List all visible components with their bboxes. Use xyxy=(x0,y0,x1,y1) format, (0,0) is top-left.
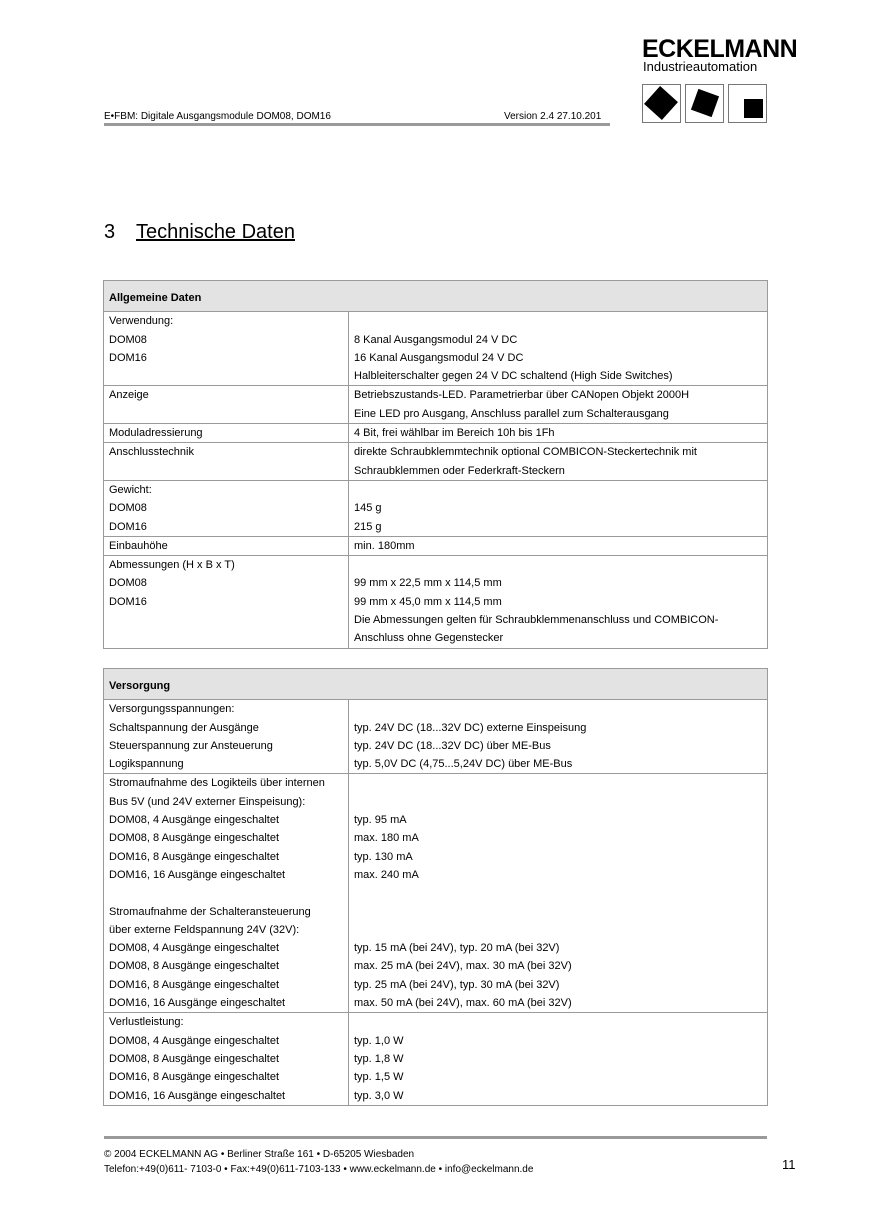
spec-value: typ. 1,5 W xyxy=(354,1071,404,1084)
spec-value: 99 mm x 22,5 mm x 114,5 mm xyxy=(354,577,502,590)
spec-label: DOM08, 8 Ausgänge eingeschaltet xyxy=(109,1052,280,1065)
spec-label xyxy=(109,367,343,385)
table-row xyxy=(104,424,768,443)
spec-value-cell xyxy=(349,386,768,424)
general-data-table xyxy=(103,280,768,649)
spec-label-cell xyxy=(104,312,349,386)
spec-label: Logikspannung xyxy=(109,758,184,771)
spec-label: DOM16, 8 Ausgänge eingeschaltet xyxy=(109,1071,280,1084)
spec-value: Anschluss ohne Gegenstecker xyxy=(354,632,504,645)
table-row xyxy=(104,312,768,386)
spec-label-cell xyxy=(104,536,349,555)
spec-label: DOM16, 16 Ausgänge eingeschaltet xyxy=(109,1089,286,1102)
spec-value-cell xyxy=(349,556,768,648)
spec-value-cell xyxy=(349,424,768,443)
supply-table xyxy=(103,668,768,1106)
spec-value: max. 180 mA xyxy=(354,832,419,845)
spec-value xyxy=(354,884,762,902)
spec-label: Einbauhöhe xyxy=(109,539,168,552)
spec-label xyxy=(109,884,343,902)
spec-value xyxy=(354,793,762,811)
company-logo-icon xyxy=(642,84,767,124)
table-heading-row xyxy=(104,281,768,312)
spec-label-cell xyxy=(104,424,349,443)
table-heading: Allgemeine Daten xyxy=(104,281,768,312)
spec-label: DOM16 xyxy=(109,351,147,364)
spec-value-cell xyxy=(349,443,768,481)
spec-value: typ. 1,8 W xyxy=(354,1052,404,1065)
spec-label: Verlustleistung: xyxy=(109,1016,184,1029)
spec-value-cell xyxy=(349,700,768,774)
spec-value: typ. 1,0 W xyxy=(354,1034,404,1047)
spec-label: Stromaufnahme der Schalteransteuerung xyxy=(109,905,311,918)
spec-value: Betriebszustands-LED. Parametrierbar über CANopen Objekt 2000H xyxy=(354,389,690,402)
spec-label: Bus 5V (und 24V externer Einspeisung): xyxy=(109,795,306,808)
spec-value-cell xyxy=(349,312,768,386)
spec-value xyxy=(354,774,762,792)
spec-label: Anzeige xyxy=(109,389,149,402)
spec-label xyxy=(109,611,343,629)
spec-label-cell xyxy=(104,386,349,424)
table-row xyxy=(104,700,768,774)
spec-label-cell xyxy=(104,774,349,1013)
spec-label-cell xyxy=(104,480,349,536)
spec-value: typ. 15 mA (bei 24V), typ. 20 mA (bei 32V) xyxy=(354,942,560,955)
spec-label: DOM08, 4 Ausgänge eingeschaltet xyxy=(109,814,280,827)
document-title: E•FBM: Digitale Ausgangsmodule DOM08, DOM16 xyxy=(104,111,331,122)
company-logo-subtitle: Industrieautomation xyxy=(643,59,758,74)
spec-value-cell xyxy=(349,1013,768,1105)
table-heading-row xyxy=(104,669,768,700)
spec-value-cell xyxy=(349,480,768,536)
spec-value: typ. 130 mA xyxy=(354,850,413,863)
spec-value xyxy=(354,903,762,921)
spec-label: DOM16, 16 Ausgänge eingeschaltet xyxy=(109,868,286,881)
table-row xyxy=(104,386,768,424)
spec-label-cell xyxy=(104,556,349,648)
spec-value: 16 Kanal Ausgangsmodul 24 V DC xyxy=(354,351,524,364)
spec-value: Die Abmessungen gelten für Schraubklemmenanschluss und COMBICON- xyxy=(354,614,719,627)
spec-value: max. 50 mA (bei 24V), max. 60 mA (bei 32V) xyxy=(354,997,572,1010)
spec-value: typ. 25 mA (bei 24V), typ. 30 mA (bei 32V) xyxy=(354,978,560,991)
spec-label-cell xyxy=(104,1013,349,1105)
spec-value: 4 Bit, frei wählbar im Bereich 10h bis 1Fh xyxy=(354,427,555,440)
spec-label: DOM08 xyxy=(109,577,147,590)
spec-value: typ. 3,0 W xyxy=(354,1089,404,1102)
spec-value: typ. 24V DC (18...32V DC) externe Einspeisung xyxy=(354,721,587,734)
spec-value xyxy=(354,700,762,718)
spec-value: Halbleiterschalter gegen 24 V DC schaltend (High Side Switches) xyxy=(354,370,673,383)
spec-label xyxy=(109,405,343,423)
spec-label: Verwendung: xyxy=(109,315,174,328)
spec-label: Abmessungen (H x B x T) xyxy=(109,559,235,572)
spec-label xyxy=(109,629,343,647)
spec-label: Anschlusstechnik xyxy=(109,446,194,459)
spec-label: Stromaufnahme des Logikteils über internen xyxy=(109,777,325,790)
spec-label: DOM08, 4 Ausgänge eingeschaltet xyxy=(109,1034,280,1047)
spec-label: DOM08, 8 Ausgänge eingeschaltet xyxy=(109,960,280,973)
spec-value: typ. 95 mA xyxy=(354,814,407,827)
page-number: 11 xyxy=(782,1157,796,1172)
spec-label: DOM16, 16 Ausgänge eingeschaltet xyxy=(109,997,286,1010)
header-rule xyxy=(104,123,610,126)
spec-label: Moduladressierung xyxy=(109,427,203,440)
spec-label: Versorgungsspannungen: xyxy=(109,703,235,716)
section-number: 3 xyxy=(104,221,116,243)
spec-value xyxy=(354,312,762,330)
spec-label: Steuerspannung zur Ansteuerung xyxy=(109,739,273,752)
section-heading xyxy=(104,221,295,244)
spec-value-cell xyxy=(349,536,768,555)
table-row xyxy=(104,536,768,555)
spec-value-cell xyxy=(349,774,768,1013)
spec-label: DOM08 xyxy=(109,502,147,515)
spec-value: Eine LED pro Ausgang, Anschluss parallel zum Schalterausgang xyxy=(354,407,669,420)
footer-contact: Telefon:+49(0)611- 7103-0 • Fax:+49(0)611-7103-133 • www.eckelmann.de • info@eckelmann.de xyxy=(104,1164,534,1175)
table-row xyxy=(104,443,768,481)
spec-value: min. 180mm xyxy=(354,539,415,552)
table-heading: Versorgung xyxy=(104,669,768,700)
spec-value: Schraubklemmen oder Federkraft-Steckern xyxy=(354,464,565,477)
spec-label xyxy=(109,462,343,480)
spec-label: über externe Feldspannung 24V (32V): xyxy=(109,923,300,936)
spec-value: max. 240 mA xyxy=(354,868,419,881)
spec-label: DOM16 xyxy=(109,520,147,533)
spec-value xyxy=(354,556,762,574)
spec-label: DOM16 xyxy=(109,595,147,608)
spec-label: DOM08, 8 Ausgänge eingeschaltet xyxy=(109,832,280,845)
spec-value: direkte Schraubklemmtechnik optional COMBICON-Steckertechnik mit xyxy=(354,446,697,459)
spec-value: 99 mm x 45,0 mm x 114,5 mm xyxy=(354,595,502,608)
version-info: Version 2.4 27.10.201 xyxy=(504,111,602,122)
spec-value xyxy=(354,481,762,499)
spec-label: Gewicht: xyxy=(109,483,152,496)
spec-value: 145 g xyxy=(354,502,382,515)
spec-value: typ. 24V DC (18...32V DC) über ME-Bus xyxy=(354,739,551,752)
table-row xyxy=(104,556,768,648)
spec-label: DOM08 xyxy=(109,333,147,346)
footer-address: © 2004 ECKELMANN AG • Berliner Straße 161 • D-65205 Wiesbaden xyxy=(104,1149,415,1160)
spec-value xyxy=(354,1013,762,1031)
table-row xyxy=(104,774,768,1013)
table-row xyxy=(104,1013,768,1105)
section-title: Technische Daten xyxy=(136,221,295,243)
footer-rule xyxy=(104,1136,767,1139)
spec-value: 8 Kanal Ausgangsmodul 24 V DC xyxy=(354,333,518,346)
spec-value: max. 25 mA (bei 24V), max. 30 mA (bei 32V) xyxy=(354,960,572,973)
spec-label-cell xyxy=(104,700,349,774)
spec-value: 215 g xyxy=(354,520,382,533)
table-row xyxy=(104,480,768,536)
company-logo-name: ECKELMANN xyxy=(642,35,798,63)
spec-label: Schaltspannung der Ausgänge xyxy=(109,721,259,734)
spec-value xyxy=(354,921,762,939)
spec-label-cell xyxy=(104,443,349,481)
spec-value: typ. 5,0V DC (4,75...5,24V DC) über ME-Bus xyxy=(354,758,573,771)
spec-label: DOM16, 8 Ausgänge eingeschaltet xyxy=(109,850,280,863)
spec-label: DOM08, 4 Ausgänge eingeschaltet xyxy=(109,942,280,955)
spec-label: DOM16, 8 Ausgänge eingeschaltet xyxy=(109,978,280,991)
